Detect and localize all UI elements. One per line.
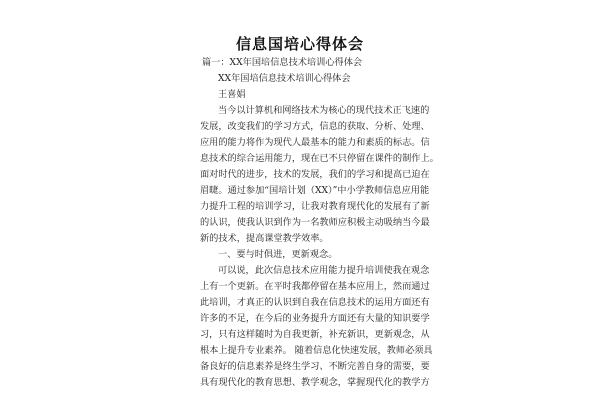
text-line: 篇一：XX年国培信息技术培训心得体会 bbox=[202, 57, 363, 68]
text-line: 眉睫。通过参加“国培计划（XX）”中小学教师信息应用能 bbox=[200, 185, 430, 196]
text-line: 许多的不足，在今后的业务提升方面还有大量的知识要学 bbox=[200, 313, 430, 324]
text-line: 息技术的综合运用能力，现在已不只停留在课件的制作上。 bbox=[200, 153, 439, 164]
text-line: 面对时代的进步，技术的发展，我们的学习和提高已迫在 bbox=[200, 169, 430, 180]
document-body bbox=[200, 55, 439, 391]
text-line: 习，只有这样随时为自我更新，补充新识，更新观念，从 bbox=[200, 329, 430, 340]
text-line: 上有一个更新。在平时我都停留在基本应用上，然而通过 bbox=[200, 281, 430, 292]
text-line: 力提升工程的培训学习，让我对教育现代化的发展有了新 bbox=[200, 201, 430, 212]
text-line: 新的技术，提高课堂教学效率。 bbox=[200, 233, 329, 244]
text-line: XX年国培信息技术培训心得体会 bbox=[218, 73, 351, 84]
text-line: 备良好的信息素养是终生学习、不断完善自身的需要，要 bbox=[200, 361, 430, 372]
text-line: 具有现代化的教育思想、教学观念，掌握现代化的教学方 bbox=[200, 377, 430, 388]
text-line: 可以说，此次信息技术应用能力提升培训使我在观念 bbox=[218, 265, 430, 276]
text-line: 王喜娟 bbox=[218, 89, 246, 100]
text-line: 应用的能力将作为现代人最基本的能力和素质的标志。信 bbox=[200, 137, 430, 148]
text-line: 此培训，才真正的认识到自我在信息技术的运用方面还有 bbox=[200, 297, 430, 308]
text-line: 的认识，使我认识到作为一名教师应积极主动吸纳当今最 bbox=[200, 217, 430, 228]
text-line: 发展，改变我们的学习方式，信息的获取、分析、处理、 bbox=[200, 121, 430, 132]
text-line: 当今以计算机和网络技术为核心的现代技术正飞速的 bbox=[218, 105, 430, 116]
document-title: 信息国培心得体会 bbox=[235, 35, 364, 53]
text-line: 根本上提升专业素养。 随着信息化快速发展，教师必须具 bbox=[200, 345, 433, 356]
text-line: 一、要与时俱进，更新观念。 bbox=[218, 249, 338, 260]
